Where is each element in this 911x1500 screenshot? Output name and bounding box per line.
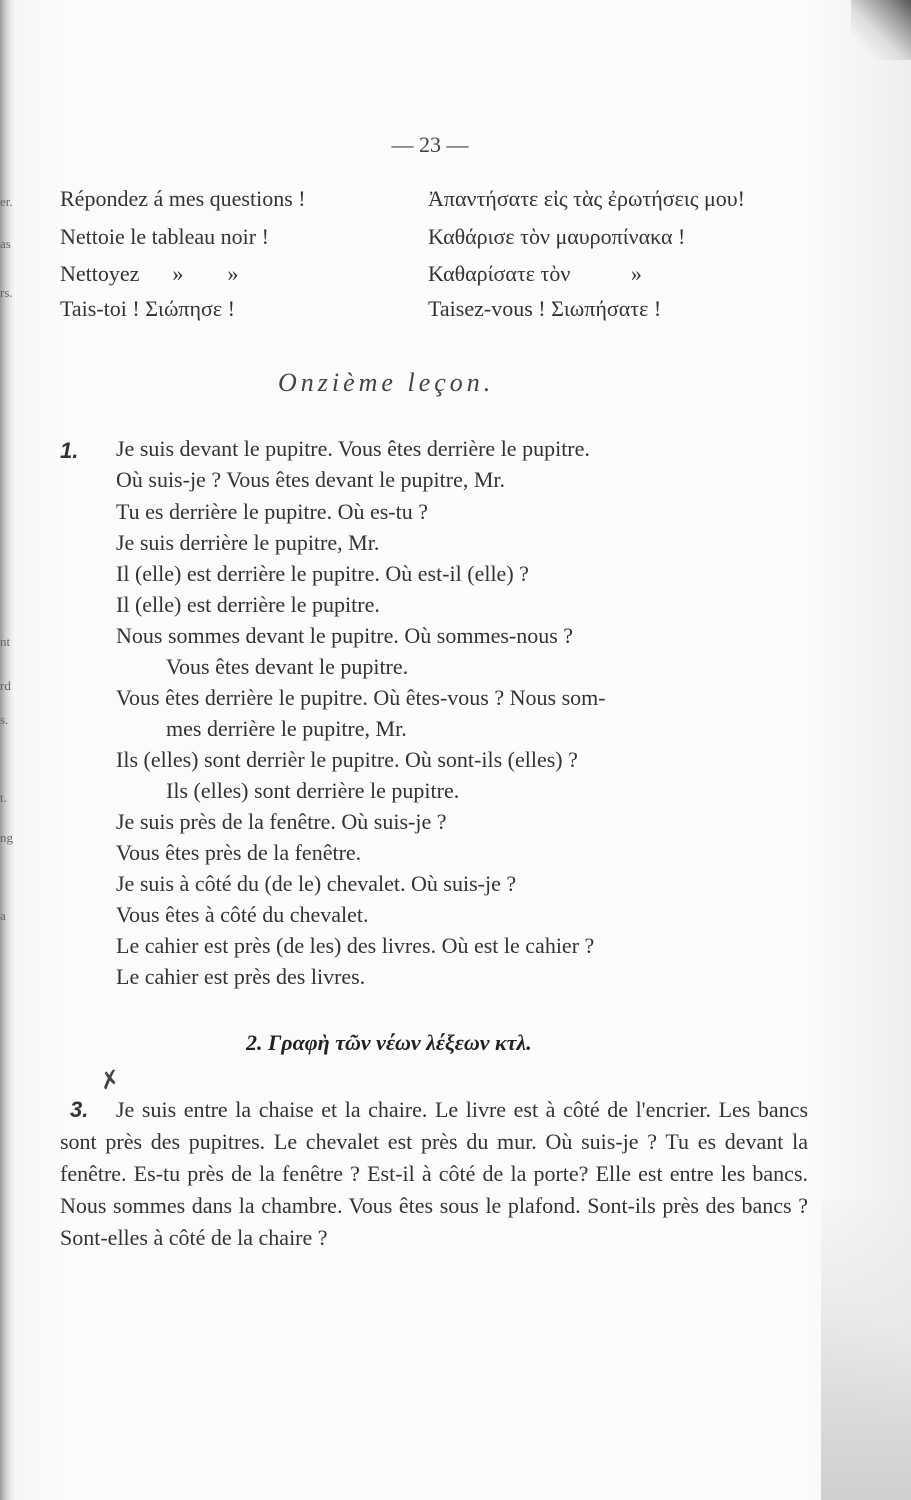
exercise-line: Le cahier est près des livres. [116,964,366,989]
page-number: — 23 — [391,132,469,157]
edge-fragment: rd [0,678,11,693]
vocab-french: Répondez á mes questions ! [60,186,306,211]
vocab-row [60,224,820,258]
exercise-line: Le cahier est près (de les) des livres. Où est le cahier ? [116,933,595,958]
vocab-row [60,186,820,220]
exercise-line: mes derrière le pupitre, Mr. [166,716,407,741]
vocab-greek: Ἀπαντήσατε εἰς τὰς ἐρωτήσεις μου! [428,186,746,211]
exercise-line: Je suis à côté du (de le) chevalet. Où suis-je ? [116,871,517,896]
exercise-line: Je suis devant le pupitre. Vous êtes derrière le pupitre. [116,436,590,461]
torn-corner-top [851,0,911,60]
pencil-check-mark: ✗ [97,1064,123,1096]
vocab-french: Nettoie le tableau noir ! [60,224,269,249]
worn-corner-bottom [821,1200,911,1500]
exercise-line: Ils (elles) sont derrière le pupitre. [166,778,460,803]
exercise-line: Je suis près de la fenêtre. Où suis-je ? [116,809,447,834]
exercise-line: Vous êtes derrière le pupitre. Où êtes-vous ? Nous som- [116,685,606,710]
exercise-line: Vous êtes près de la fenêtre. [116,840,362,865]
section-2-heading: 2. Γραφὴ τῶν νέων λέξεων κτλ. [246,1030,532,1055]
edge-fragment: er. [0,194,13,209]
exercise-line: Il (elle) est derrière le pupitre. [116,592,380,617]
exercise-line: Il (elle) est derrière le pupitre. Où est-il (elle) ? [116,561,529,586]
edge-fragment: rs. [0,285,13,300]
edge-fragment: as [0,236,11,251]
exercise-3-paragraph: Je suis entre la chaise et la chaire. Le livre est à côté de l'encrier. Les bancs sont près des pupitres. Le chevalet est près du mur. Où suis-je ? Tu es devant la fenêtre. Es-tu près de la fenêtre ? Est-il à côté de la porte? Elle est entre les bancs. Nous sommes dans la chambre. Vous êtes sous le plafond. Sont-ils près des bancs ? Sont-elles à côté de la chaire ? [60,1097,808,1250]
exercise-line: Ils (elles) sont derrièr le pupitre. Où sont-ils (elles) ? [116,747,578,772]
vocab-french: Tais-toi ! Σιώπησε ! [60,296,235,321]
edge-fragment: ng [0,830,13,845]
lesson-title: Onzième leçon. [278,368,495,397]
exercise-line: Vous êtes à côté du chevalet. [116,902,369,927]
vocab-greek: Taisez-vous ! Σιωπήσατε ! [428,296,662,321]
exercise-line: Tu es derrière le pupitre. Où es-tu ? [116,499,428,524]
edge-fragment: nt [0,634,11,649]
edge-fragment: t. [0,790,7,805]
edge-fragment: a [0,908,6,923]
exercise-line: Je suis derrière le pupitre, Mr. [116,530,380,555]
exercise-number: 1. [60,438,79,463]
vocab-greek: Καθαρίσατε τὸν » [428,261,642,286]
left-page-edge [0,0,16,1500]
exercise-line: Nous sommes devant le pupitre. Où sommes-nous ? [116,623,574,648]
exercise-line: Où suis-je ? Vous êtes devant le pupitre, Mr. [116,467,506,492]
vocab-greek: Καθάρισε τὸν μαυροπίνακα ! [428,224,686,249]
vocab-french: Nettoyez » » [60,261,239,286]
vocab-row [60,261,820,295]
edge-fragment: s. [0,712,9,727]
vocab-row [60,296,820,330]
exercise-line: Vous êtes devant le pupitre. [166,654,409,679]
exercise-number: 3. [70,1097,89,1122]
